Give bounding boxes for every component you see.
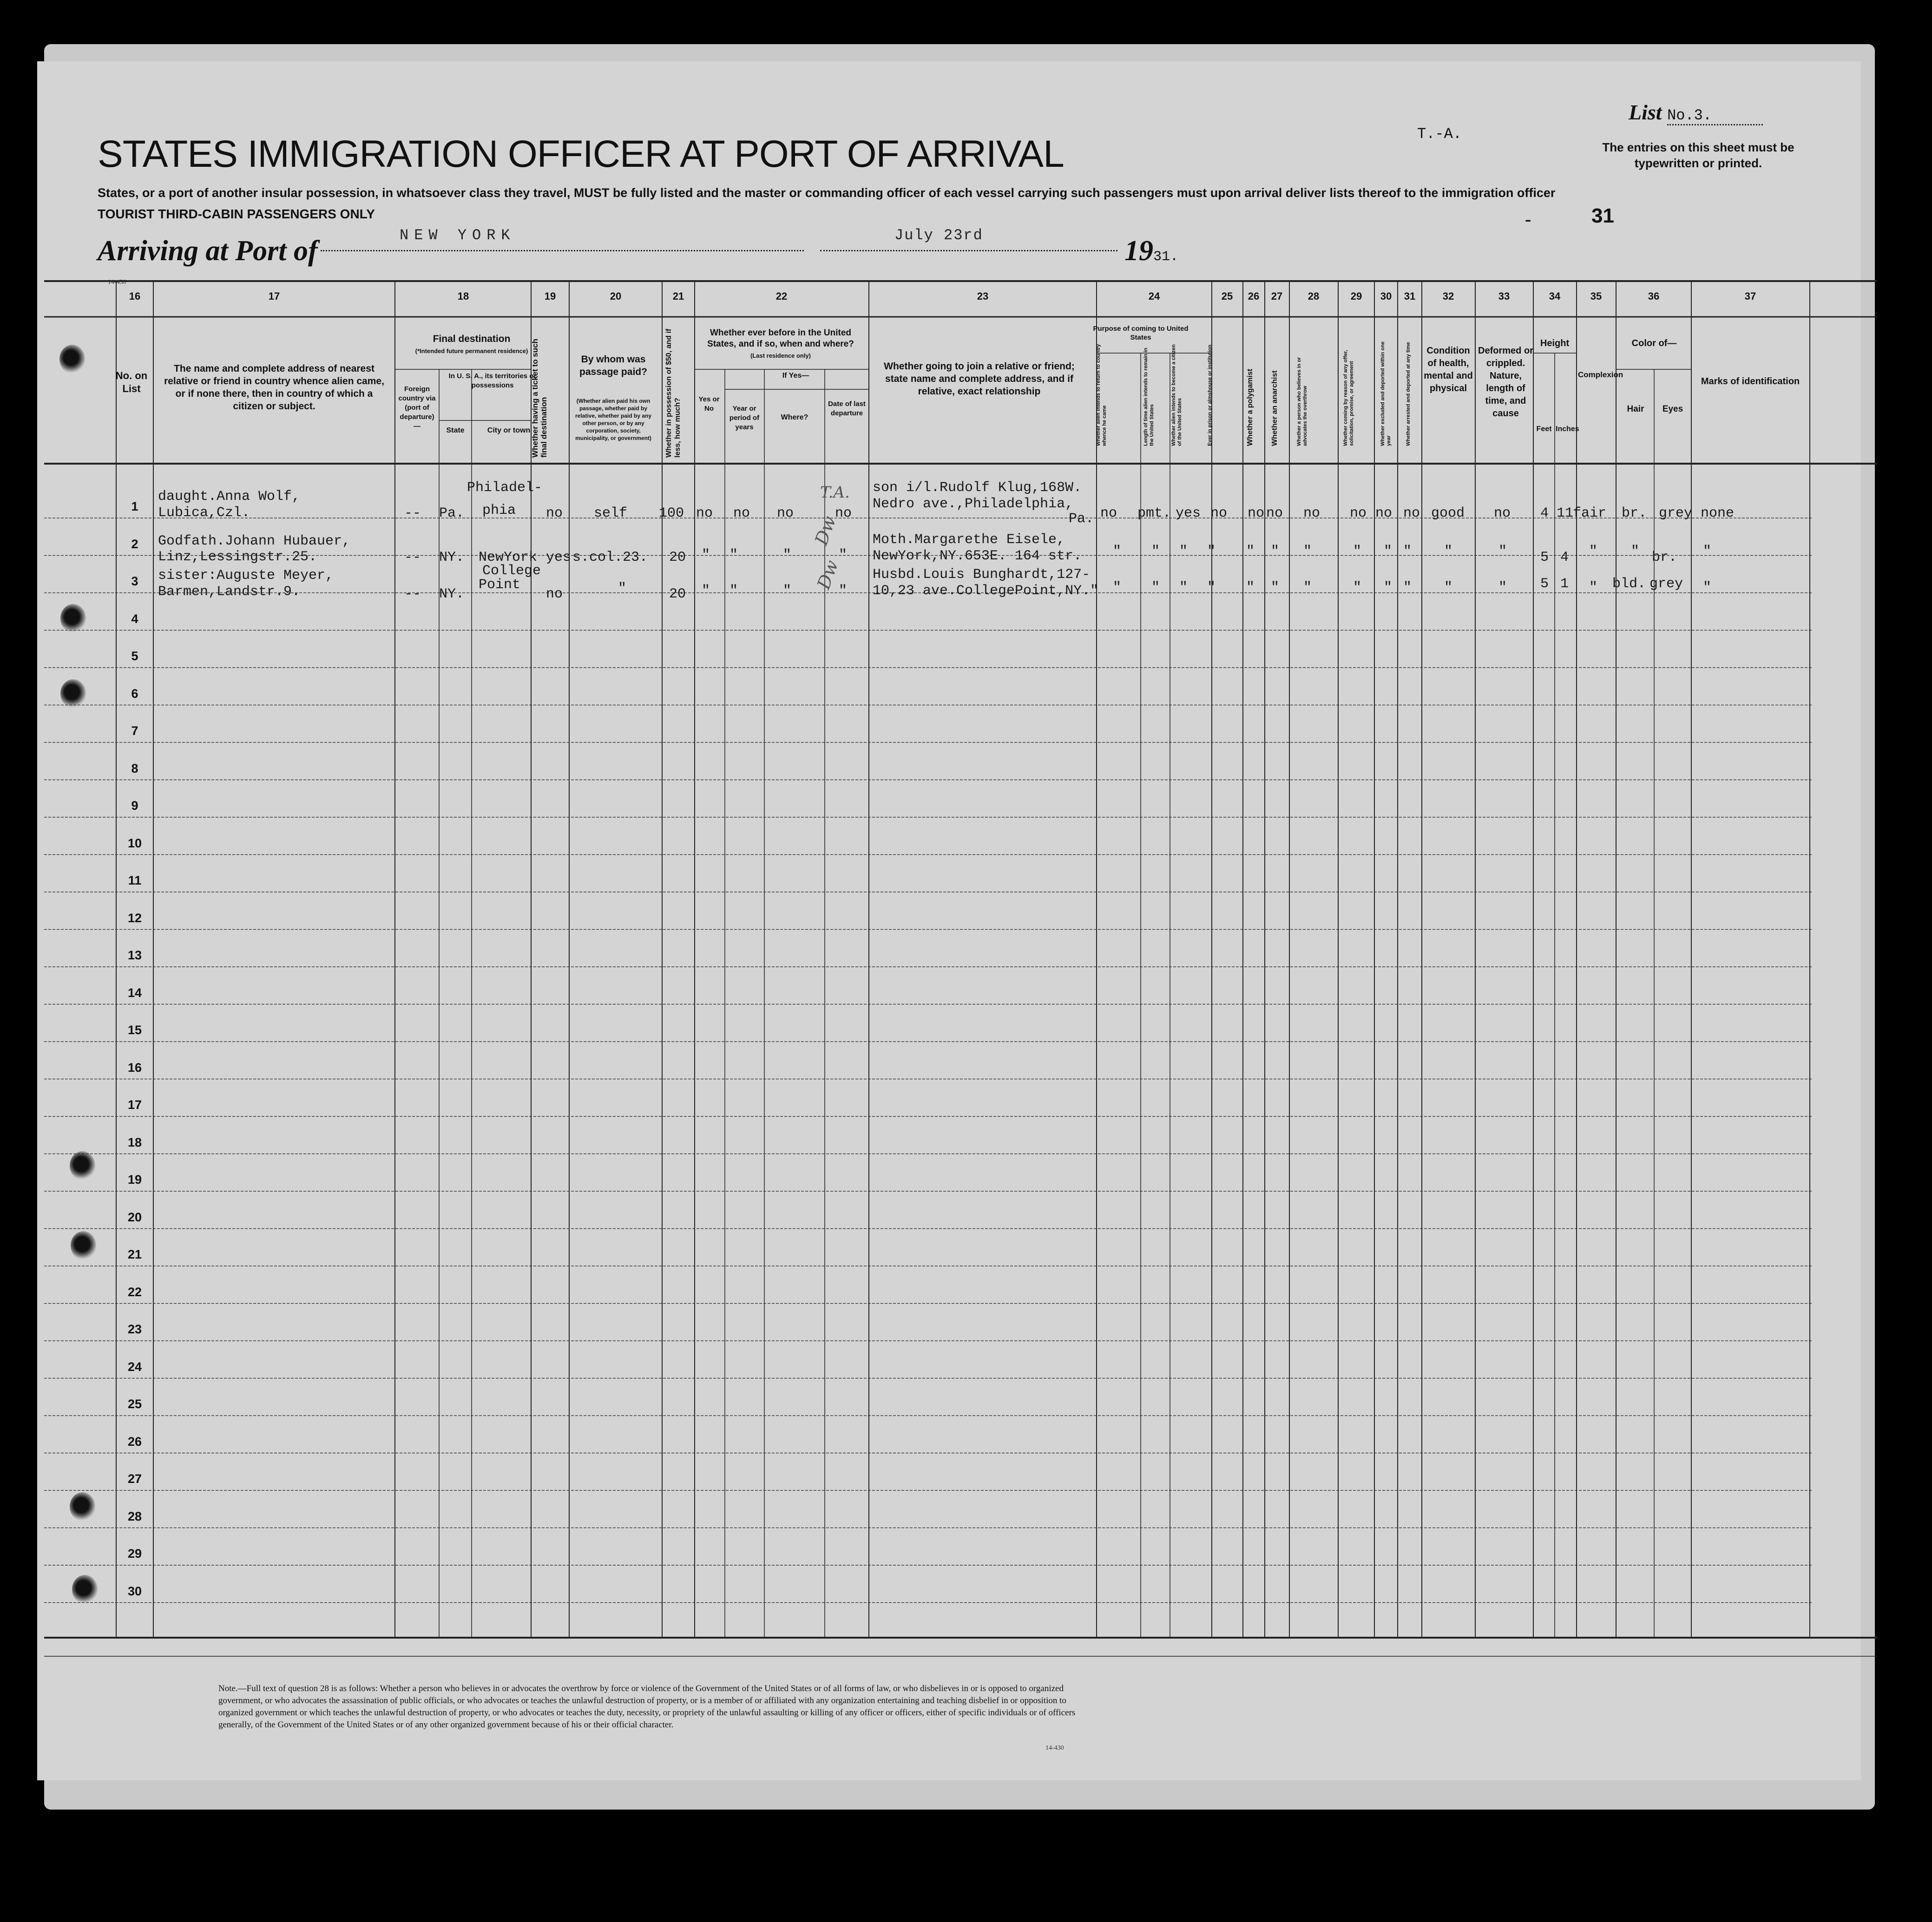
offer: no	[1350, 505, 1367, 521]
header-foreign-country: Foreign country via (port of departure)—	[398, 385, 436, 430]
port-value: NEW YORK	[400, 227, 516, 244]
health: "	[1444, 544, 1453, 559]
header-ever-before-note: (Last residence only)	[750, 352, 811, 359]
deformed: "	[1498, 544, 1507, 559]
join-line: NewYork,NY.653E. 164 str.	[873, 548, 1082, 564]
date-value: July 23rd	[894, 227, 983, 244]
feet: 5	[1540, 550, 1549, 565]
row-number: 12	[127, 911, 142, 925]
header-relative: The name and complete address of nearest relative or friend in country whence alien came, or if none there, then in country of which a citizen or subject.	[164, 363, 384, 412]
marks: "	[1703, 580, 1712, 596]
marks: none	[1701, 505, 1735, 521]
row-number: 24	[127, 1359, 142, 1374]
column-number: 18	[457, 290, 469, 302]
form-code-top: 14-430	[108, 279, 126, 286]
excluded: "	[1384, 544, 1393, 559]
arrested: no	[1403, 505, 1420, 521]
anarchist: "	[1271, 544, 1280, 559]
header-year-period: Year or period of years	[729, 405, 760, 431]
inches: 1	[1560, 576, 1569, 592]
foreign-country: --	[404, 550, 421, 565]
column-number: 28	[1308, 290, 1320, 302]
header-going-to-join: Whether going to join a relative or friend; state name and complete address, and if relative, exact relationship	[884, 361, 1075, 397]
row-number: 25	[127, 1397, 142, 1411]
header-excluded: Whether excluded and deported within one year	[1380, 341, 1392, 446]
column-number: 16	[129, 290, 141, 302]
row-number: 20	[127, 1210, 142, 1224]
where: "	[783, 547, 792, 563]
footnote-question-28: Note.—Full text of question 28 is as follows: Whether a person who believes in or advocates the overthrow by force or violence of the Government of the United States or of all forms of law, or who disbelieves in or is opposed to organized government, or who advocates the assassination of public officials, or who advocates or teaches the unlawful destruction of property, or is a member of or affiliated with any organization entertaining and teaching disbelief in or opposition to organized government or which teaches the unlawful destruction of property, or who advocates or teaches the duty, necessity, or propriety of the unlawful assaulting or killing of any officer or officers, either of specific individuals or of officers generally, of the Government of the United States or of any other organized government because of his or their official character.	[218, 1684, 1076, 1730]
header-purpose: Purpose of coming to United States	[1093, 325, 1189, 341]
city: Philadel-	[467, 480, 543, 496]
header-hair: Hair	[1627, 404, 1644, 414]
header-feet: Feet	[1536, 425, 1552, 433]
header-money: Whether in possession of $50, and if less, how much?	[665, 328, 682, 458]
row-number: 10	[127, 836, 142, 850]
citizen-intent: yes	[1176, 505, 1201, 521]
dash-mark: -	[1525, 209, 1531, 230]
relative-line: sister:Auguste Meyer,	[158, 568, 334, 584]
prison: "	[1207, 544, 1216, 559]
column-number: 22	[775, 290, 788, 302]
state: NY.	[439, 586, 465, 602]
column-number: 29	[1350, 290, 1362, 302]
list-label: List	[1629, 100, 1662, 124]
header-inches: Inches	[1556, 425, 1579, 433]
handwritten-mark: Dw	[813, 557, 842, 592]
citizen-intent: "	[1179, 580, 1188, 596]
form-code-bottom: 14-430	[1045, 1745, 1064, 1751]
header-citizen-intent: Whether alien intends to become a citizen of the United States	[1171, 344, 1183, 446]
passenger-class-label: TOURIST THIRD-CABIN PASSENGERS ONLY	[98, 207, 375, 221]
citizen-intent: "	[1179, 544, 1188, 559]
row-number: 8	[131, 761, 138, 775]
return-intent: "	[1113, 544, 1122, 559]
header-if-yes: If Yes—	[782, 372, 809, 380]
return-intent: no	[1100, 505, 1117, 521]
header-polygamist: Whether a polygamist	[1246, 368, 1254, 446]
row-number: 16	[127, 1060, 142, 1075]
anarchist: no	[1266, 505, 1283, 521]
ticket: yes	[546, 550, 572, 565]
row-number: 19	[127, 1173, 142, 1187]
handwritten-mark: T.A.	[820, 483, 850, 502]
length-stay: "	[1151, 580, 1160, 596]
departure: "	[839, 583, 848, 599]
header-no-on-list: No. on List	[115, 370, 148, 394]
feet: 4	[1540, 505, 1549, 521]
row-number: 2	[131, 537, 138, 551]
relative-line: Godfath.Johann Hubauer,	[158, 533, 351, 549]
handwritten-mark: Dw	[811, 513, 840, 548]
column-number: 19	[544, 290, 556, 302]
row-number: 18	[127, 1135, 142, 1149]
polygamist: "	[1246, 580, 1255, 596]
state: NY.	[439, 550, 465, 565]
column-number: 32	[1442, 290, 1454, 302]
row-number: 29	[127, 1547, 142, 1561]
relative-line: daught.Anna Wolf,	[158, 489, 301, 505]
offer: "	[1353, 544, 1362, 559]
row-number: 26	[127, 1434, 142, 1449]
excluded: "	[1384, 580, 1393, 596]
complexion: fair	[1573, 505, 1607, 521]
departure: no	[835, 505, 852, 521]
header-arrested: Whether arrested and deported at any time	[1406, 342, 1411, 446]
ticket: no	[546, 586, 563, 602]
header-where: Where?	[781, 413, 808, 421]
relative-line: Lubica,Czl.	[158, 505, 250, 521]
city: NewYork	[479, 550, 538, 565]
q28: "	[1303, 544, 1312, 559]
header-anarchist: Whether an anarchist	[1271, 370, 1279, 446]
header-offer: Whether coming by reason of any offer, solicitation, promise, or agreement	[1343, 350, 1354, 446]
column-number: 36	[1648, 290, 1660, 302]
column-number: 35	[1590, 290, 1602, 302]
paid-by: "	[618, 581, 627, 597]
row-number: 13	[127, 948, 142, 962]
money: 20	[669, 586, 686, 602]
row-number: 7	[131, 724, 138, 738]
column-number: 21	[672, 290, 684, 302]
join-line: Moth.Margarethe Eisele,	[873, 532, 1065, 548]
where: "	[783, 583, 792, 599]
row-number: 15	[127, 1023, 142, 1037]
city: Point	[479, 577, 521, 593]
polygamist: no	[1248, 505, 1265, 521]
complexion: "	[1589, 580, 1598, 596]
foreign-country: --	[404, 586, 421, 602]
header-passage-paid: By whom was passage paid?	[579, 354, 647, 377]
column-number: 24	[1148, 290, 1160, 302]
column-number: 34	[1549, 290, 1561, 302]
polygamist: "	[1246, 544, 1255, 559]
row-number: 3	[131, 574, 138, 588]
excluded: no	[1375, 505, 1393, 521]
years: "	[729, 547, 738, 563]
health: "	[1444, 580, 1453, 596]
prison: no	[1210, 505, 1228, 521]
row-number: 17	[127, 1098, 142, 1112]
join-line: Husbd.Louis Bunghardt,127-	[873, 567, 1091, 583]
row-number: 4	[131, 611, 138, 626]
row-number: 21	[127, 1247, 142, 1261]
row-number: 5	[131, 649, 138, 663]
header-deformed: Deformed or crippled. Nature, length of time, and cause	[1478, 346, 1533, 419]
join-line: Pa.	[1069, 511, 1094, 527]
ticket: no	[546, 505, 563, 521]
header-length-stay: Length of time alien intends to remain in the United States	[1143, 348, 1155, 446]
header-final-destination-note: (*Intended future permanent residence)	[415, 348, 528, 354]
inches: 11	[1557, 505, 1574, 521]
column-number: 20	[610, 290, 622, 302]
header-yes-no: Yes or No	[698, 395, 720, 413]
header-ever-before: Whether ever before in the United States, and if so, when and where?	[707, 328, 854, 349]
deformed: "	[1498, 580, 1507, 596]
state: Pa.	[439, 505, 465, 521]
years: no	[733, 505, 750, 521]
header-prison: Ever in prison or almshouse or institution	[1207, 344, 1213, 446]
length-stay: pmt.	[1137, 505, 1171, 521]
q28: no	[1303, 505, 1321, 521]
eyes: grey	[1649, 576, 1683, 592]
form-title: STATES IMMIGRATION OFFICER AT PORT OF ARRIVAL	[98, 133, 1064, 175]
join-line: son i/l.Rudolf Klug,168W.	[873, 480, 1082, 496]
inches: 4	[1560, 550, 1569, 565]
ta-mark: T.-A.	[1417, 125, 1462, 143]
header-ticket: Whether having a ticket to such final destination	[531, 339, 548, 458]
row-number: 30	[127, 1584, 142, 1598]
deformed: no	[1494, 505, 1511, 521]
row-number: 28	[127, 1509, 142, 1523]
sheet-number: 31	[1591, 204, 1614, 227]
header-height: Height	[1540, 338, 1570, 348]
header-city: City or town	[487, 426, 531, 434]
paid-by: self	[594, 505, 628, 521]
city: College	[482, 563, 541, 579]
header-final-destination: Final destination	[433, 334, 511, 344]
health: good	[1431, 505, 1465, 521]
column-number: 25	[1221, 290, 1233, 302]
ever-before: "	[702, 547, 710, 563]
feet: 5	[1540, 576, 1549, 592]
header-eyes: Eyes	[1662, 404, 1683, 414]
column-number: 33	[1498, 290, 1510, 302]
money: 20	[669, 550, 686, 565]
header-date-departure: Date of last departure	[828, 400, 866, 417]
city: phia	[482, 503, 516, 518]
column-number: 30	[1380, 290, 1392, 302]
header-return-intent: Whether alien intends to return to country whence he came	[1096, 344, 1107, 446]
row-number: 22	[127, 1285, 142, 1299]
header-question-28: Whether a person who believes in or advocates the overthrow	[1296, 357, 1308, 446]
row-number: 1	[131, 499, 138, 513]
row-number: 14	[127, 985, 142, 1000]
list-number-value: No.3.	[1667, 107, 1763, 125]
where: no	[777, 505, 794, 521]
anarchist: "	[1271, 580, 1280, 596]
entries-note: The entries on this sheet must be typewritten or printed.	[1602, 140, 1794, 170]
hair: "	[1631, 544, 1640, 559]
arriving-label: Arriving at Port of	[98, 235, 318, 267]
hair: br.	[1622, 505, 1647, 521]
offer: "	[1353, 580, 1362, 596]
complexion: "	[1589, 544, 1598, 559]
column-number: 23	[977, 290, 989, 302]
column-number: 37	[1744, 290, 1756, 302]
header-color-of: Color of—	[1631, 338, 1677, 348]
header-health: Condition of health, mental and physical	[1424, 346, 1473, 394]
form-instructions: States, or a port of another insular possession, in whatsoever class they travel, MUST be fully listed and the master or commanding officer of each vessel carrying such passengers must upon arrival deliver lists thereof to the immigration officer	[98, 186, 1556, 200]
column-number: 26	[1248, 290, 1260, 302]
money: 100	[659, 505, 684, 521]
foreign-country: --	[404, 505, 421, 521]
length-stay: "	[1151, 544, 1160, 559]
return-intent: "	[1113, 580, 1122, 596]
header-in-usa: In U. S. A., its territories or possessions	[448, 372, 537, 389]
year-label: 19	[1124, 235, 1153, 267]
row-number: 9	[131, 799, 138, 813]
header-complexion: Complexion	[1578, 370, 1623, 379]
row-number: 27	[127, 1472, 142, 1486]
header-passage-note: (Whether alien paid his own passage, whether paid by relative, whether paid by any other person, or by any corporation, society, municipality, or government)	[575, 398, 652, 441]
join-line: Nedro ave.,Philadelphia,	[873, 496, 1074, 512]
row-number: 11	[128, 873, 142, 887]
years: "	[729, 583, 738, 599]
join-line: 10,23 ave.CollegePoint,NY."	[873, 583, 1099, 599]
relative-line: Barmen,Landstr.9.	[158, 584, 301, 600]
year-value: 31.	[1153, 249, 1179, 265]
ever-before: no	[696, 505, 713, 521]
departure: "	[839, 547, 848, 563]
column-number: 27	[1271, 290, 1283, 302]
hair: bld.	[1612, 576, 1646, 592]
q28: "	[1303, 580, 1312, 596]
marks: "	[1703, 544, 1712, 559]
header-marks: Marks of identification	[1701, 376, 1800, 387]
column-number: 17	[268, 290, 280, 302]
arrested: "	[1403, 544, 1412, 559]
row-number: 23	[127, 1322, 142, 1336]
ever-before: "	[702, 583, 710, 599]
header-state: State	[446, 426, 465, 434]
eyes: br.	[1652, 550, 1677, 565]
prison: "	[1207, 580, 1216, 596]
arrested: "	[1403, 580, 1412, 596]
relative-line: Linz,Lessingstr.25.	[158, 549, 317, 565]
eyes: grey	[1659, 505, 1693, 521]
paid-by: s.col.23.	[572, 550, 648, 565]
row-number: 6	[131, 686, 138, 701]
column-number: 31	[1404, 290, 1416, 302]
